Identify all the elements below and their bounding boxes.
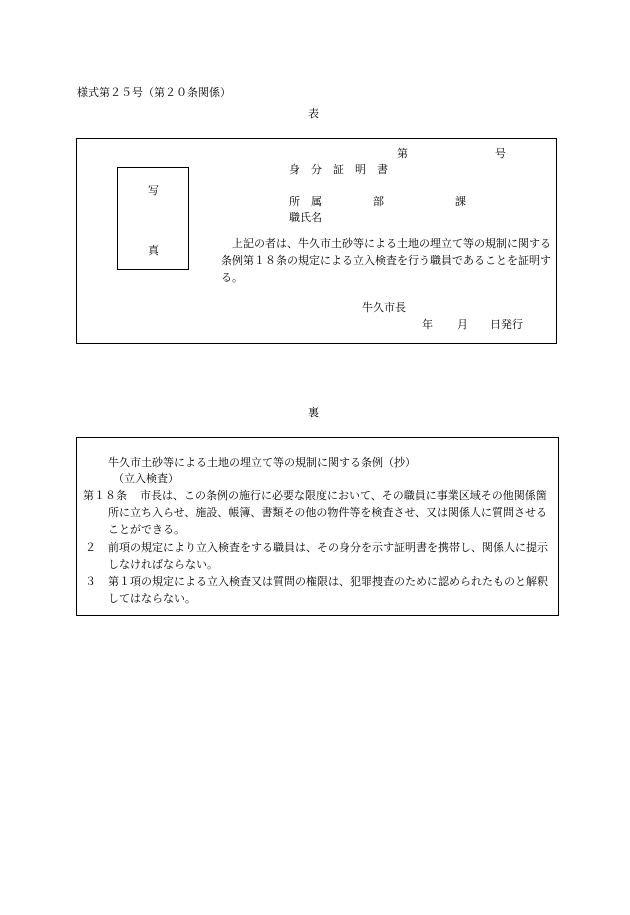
front-heading: 表: [308, 107, 319, 120]
article-caption: （立入検査）: [113, 472, 179, 485]
card-title: 身 分 証 明 書: [289, 163, 388, 176]
paragraph-2-number: ２: [85, 541, 96, 554]
front-card: [76, 138, 557, 344]
number-go: 号: [495, 147, 506, 160]
department-suffix: 部: [373, 195, 384, 208]
form-label: 様式第２５号（第２０条関係）: [77, 86, 231, 99]
issuer: 牛久市長: [362, 301, 406, 314]
back-card: [76, 437, 559, 616]
paragraph-1: 市長は、この条例の施行に必要な限度において、その職員に事業区域その他関係箇所に立ち入らせ、施設、帳簿、書類その他の物件等を検査させ、又は関係人に質問させることができる。: [108, 489, 548, 536]
paragraph-2: 前項の規定により立入検査をする職員は、その身分を示す証明書を携帯し、関係人に提示しなければならない。: [108, 541, 548, 571]
number-dai: 第: [397, 147, 408, 160]
name-label: 職氏名: [289, 211, 322, 224]
photo-label-top: 写: [148, 184, 159, 197]
date-day: 日発行: [490, 318, 523, 331]
date-year: 年: [422, 318, 433, 331]
photo-label-bottom: 真: [148, 244, 159, 257]
section-suffix: 課: [455, 195, 466, 208]
paragraph-3-number: ３: [85, 575, 96, 588]
paragraph-3: 第１項の規定による立入検査又は質問の権限は、犯罪捜査のために認められたものと解釈してはならない。: [108, 575, 548, 605]
certification-text: 上記の者は、牛久市土砂等による土地の埋立て等の規制に関する条例第１８条の規定による立入検査を行う職員であることを証明する。: [221, 237, 551, 284]
article-number: 第１８条: [83, 489, 127, 502]
back-heading: 裏: [308, 406, 319, 419]
date-month: 月: [457, 318, 468, 331]
ordinance-title: 牛久市土砂等による土地の埋立て等の規制に関する条例（抄）: [108, 456, 416, 469]
photo-box: [117, 167, 189, 270]
affiliation-label: 所 属: [289, 195, 322, 208]
